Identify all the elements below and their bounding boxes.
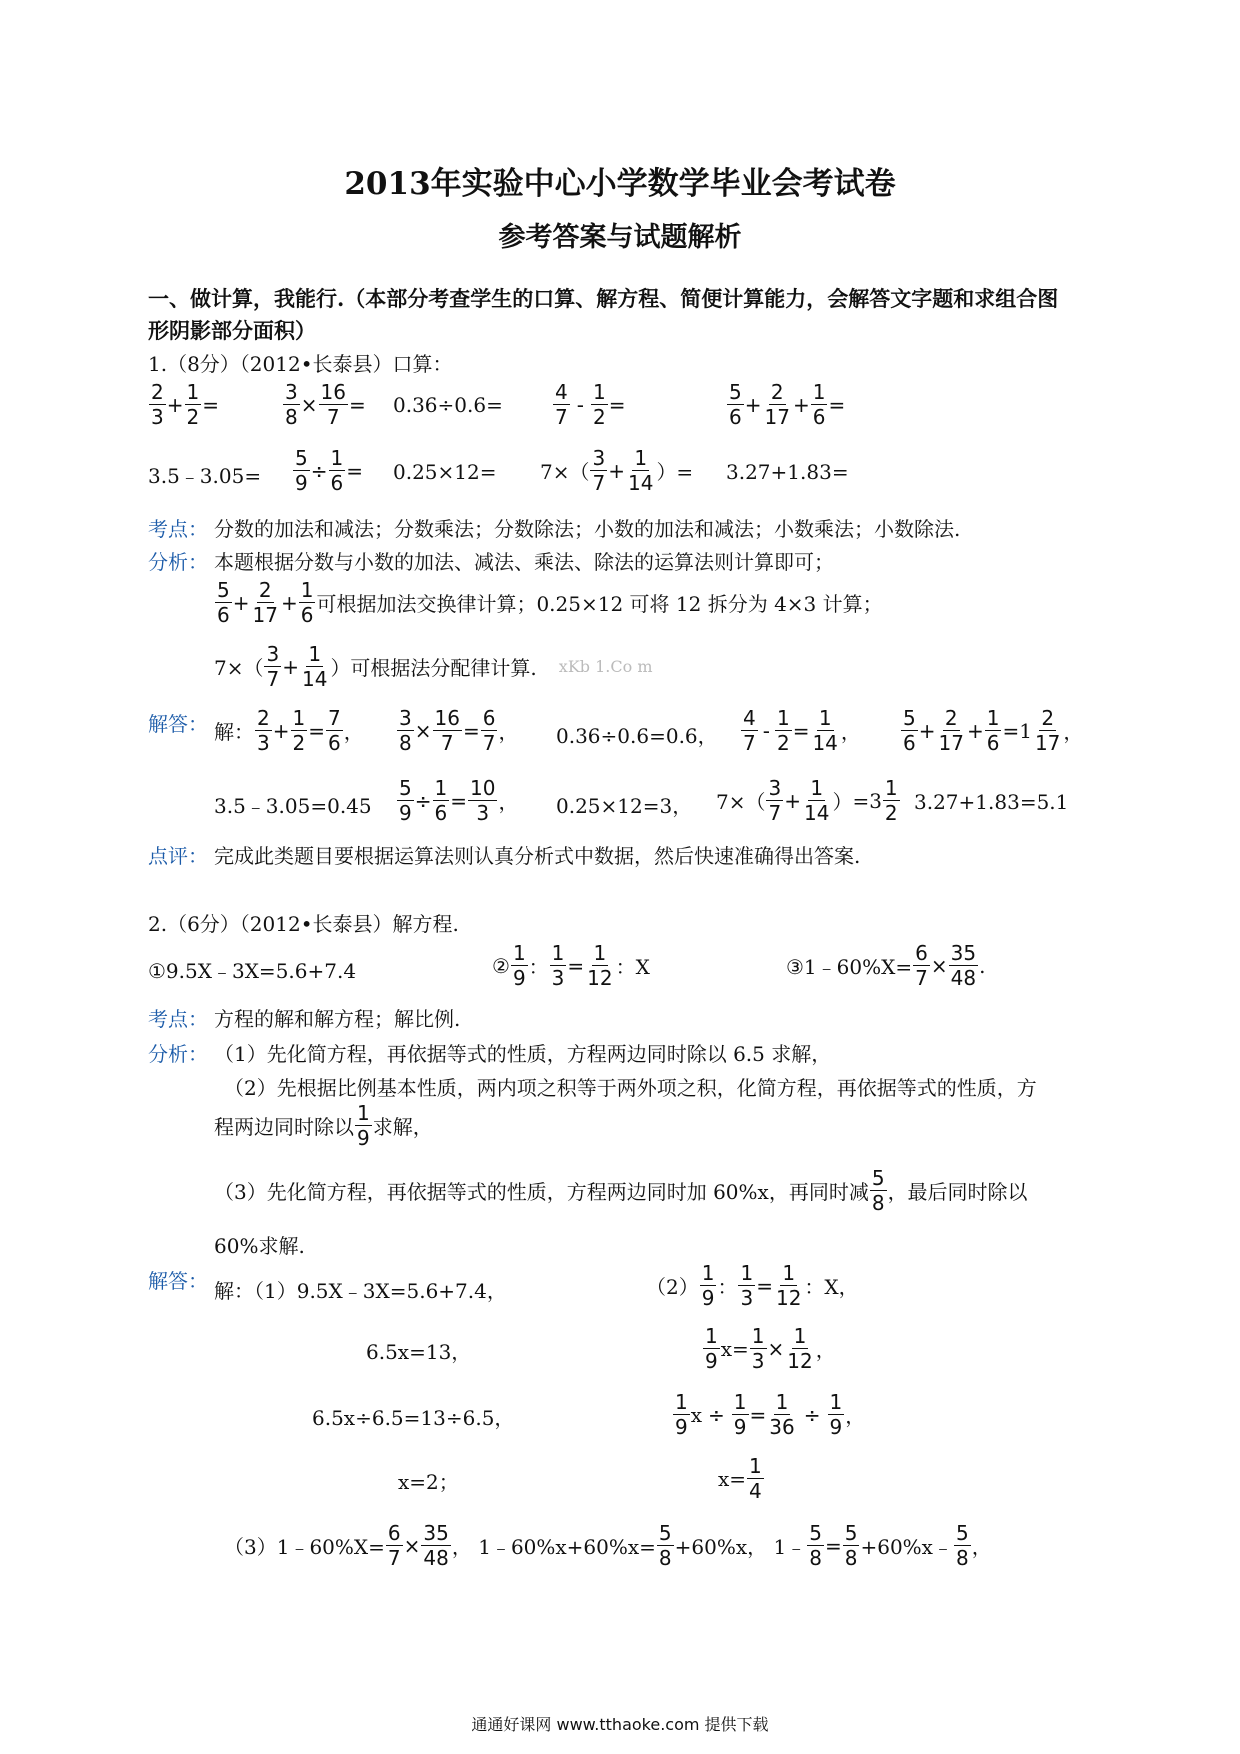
- fraction: $\frac{1}{2}$: [592, 380, 606, 429]
- fraction: $\frac{6}{7}$: [387, 1521, 401, 1570]
- fraction: $\frac{1}{36}$: [769, 1390, 795, 1439]
- q1-answer-7: $\frac{5}{9}$ ÷ $\frac{1}{6}$ = $\frac{10}{3}$ ，: [399, 776, 519, 825]
- q1-answer-8: 0.25×12=3，: [556, 794, 693, 818]
- q2-fenxi-line1: （1）先化简方程，再依据等式的性质，方程两边同时除以 6.5 求解，: [214, 1042, 832, 1066]
- q2-fenxi-line5: 60%求解.: [214, 1234, 305, 1258]
- fraction: $\frac{1}{14}$: [301, 642, 328, 691]
- fraction: $\frac{2}{3}$: [151, 380, 164, 429]
- q2-fenxi-line4: （3）先化简方程，再依据等式的性质，方程两边同时加 60%x，再同时减 $\frac{5}{8}$ ，最后同时除以: [214, 1166, 1028, 1215]
- fraction: $\frac{5}{8}$: [844, 1521, 858, 1570]
- q2-solution-2-line2: $\frac{1}{9}$ x= $\frac{1}{3}$ × $\frac{1}{12}$ ，: [705, 1324, 836, 1373]
- q1-dianping-text: 完成此类题目要根据运算法则认真分析式中数据，然后快速准确得出答案.: [214, 844, 861, 868]
- fraction: $\frac{1}{6}$: [986, 706, 1000, 755]
- fraction: $\frac{3}{7}$: [592, 446, 606, 495]
- q1-expr-7: $\frac{5}{9}$ ÷ $\frac{1}{6}$ =: [295, 446, 363, 495]
- q2-equation-2: ② $\frac{1}{9}$ ： $\frac{1}{3}$ = $\frac{1}{12}$ ：X: [492, 941, 650, 990]
- fraction: $\frac{3}{8}$: [399, 706, 412, 755]
- fraction: $\frac{3}{7}$: [266, 642, 280, 691]
- q1-fenxi-line3: 7×（ $\frac{3}{7}$ + $\frac{1}{14}$ ）可根据法分配律计算. xKb 1.Co m: [214, 642, 653, 691]
- fraction: $\frac{1}{6}$: [300, 578, 314, 627]
- fraction: $\frac{1}{2}$: [776, 706, 790, 755]
- q2-solution-3: （3）1﹣60%X= $\frac{6}{7}$ × $\frac{35}{48}$ ， 1﹣60%x+60%x= $\frac{5}{8}$ +60%x， 1﹣ $\frac{5}{8}$ = $\frac{5}{8}$ +60%x﹣ $\frac{5}{8}$ ，: [224, 1521, 992, 1570]
- q2-solution-2-line1: （2） $\frac{1}{9}$ ： $\frac{1}{3}$ = $\frac{1}{12}$ ：X，: [646, 1261, 859, 1310]
- fraction: $\frac{1}{2}$: [292, 706, 306, 755]
- fraction: $\frac{1}{12}$: [587, 941, 613, 990]
- fraction: $\frac{1}{14}$: [812, 706, 838, 755]
- q2-fenxi-line2: （2）先根据比例基本性质，两内项之积等于两外项之积，化简方程，再依据等式的性质，方: [224, 1076, 1037, 1100]
- q1-expr-10: 3.27+1.83=: [726, 460, 849, 484]
- q1-expr-5: $\frac{5}{6}$ + $\frac{2}{17}$ + $\frac{1}{6}$ =: [729, 380, 846, 429]
- page-subtitle: 参考答案与试题解析: [498, 222, 742, 253]
- q1-kaodian-label: 考点：: [148, 517, 208, 541]
- q2-solution-2-line4: x= $\frac{1}{4}$: [718, 1454, 762, 1503]
- fraction: $\frac{1}{3}$: [740, 1261, 754, 1310]
- fraction: $\frac{5}{9}$: [295, 446, 308, 495]
- fraction: $\frac{3}{7}$: [768, 776, 782, 825]
- q2-solution-2-line3: $\frac{1}{9}$ x ÷ $\frac{1}{9}$ = $\frac{1}{36}$ ÷ $\frac{1}{9}$ ，: [675, 1390, 866, 1439]
- q1-answer-10: 3.27+1.83=5.1: [914, 790, 1069, 814]
- q1-expr-3: 0.36÷0.6=: [393, 393, 503, 417]
- q2-jieda-label: 解答：: [148, 1269, 208, 1293]
- fraction: $\frac{4}{7}$: [743, 706, 756, 755]
- fraction: $\frac{1}{9}$: [701, 1261, 715, 1310]
- q1-answer-9: 7×（ $\frac{3}{7}$ + $\frac{1}{14}$ ） =3 $\frac{1}{2}$: [716, 776, 898, 825]
- q1-answer-1: 解： $\frac{2}{3}$ + $\frac{1}{2}$ = $\frac{7}{6}$ ，: [214, 706, 364, 755]
- q2-solution-1-line3: 6.5x÷6.5=13÷6.5，: [312, 1406, 515, 1430]
- fraction: $\frac{5}{6}$: [903, 706, 916, 755]
- fraction: $\frac{4}{7}$: [555, 380, 568, 429]
- fraction: $\frac{1}{14}$: [627, 446, 654, 495]
- fraction: $\frac{5}{8}$: [658, 1521, 672, 1570]
- q1-answer-2: $\frac{3}{8}$ × $\frac{16}{7}$ = $\frac{6}{7}$ ，: [399, 706, 519, 755]
- q1-fenxi-line1: 本题根据分数与小数的加法、减法、乘法、除法的运算法则计算即可；: [214, 550, 834, 574]
- q2-equation-1: ①9.5X﹣3X=5.6+7.4: [148, 959, 357, 983]
- fraction: $\frac{1}{12}$: [787, 1324, 813, 1373]
- section-heading-line2: 形阴影部分面积）: [148, 318, 316, 343]
- q1-expr-2: $\frac{3}{8}$ × $\frac{16}{7}$ =: [285, 380, 366, 429]
- fraction: $\frac{10}{3}$: [470, 776, 496, 825]
- q1-dianping-label: 点评：: [148, 844, 208, 868]
- q1-expr-9: 7×（ $\frac{3}{7}$ + $\frac{1}{14}$ ）=: [540, 446, 694, 495]
- fraction: $\frac{1}{2}$: [186, 380, 200, 429]
- fraction: $\frac{2}{17}$: [252, 578, 278, 627]
- fraction: $\frac{1}{3}$: [751, 1324, 765, 1373]
- fraction: $\frac{5}{8}$: [871, 1166, 885, 1215]
- watermark-text: xKb 1.Co m: [558, 657, 653, 676]
- fraction: $\frac{5}{8}$: [809, 1521, 822, 1570]
- q1-fenxi-line2: $\frac{5}{6}$ + $\frac{2}{17}$ + $\frac{1}{6}$ 可根据加法交换律计算；0.25×12 可将 12 拆分为 4×3 计算；: [217, 578, 883, 627]
- fraction: $\frac{1}{9}$: [705, 1324, 718, 1373]
- q2-fenxi-label: 分析：: [148, 1042, 208, 1066]
- fraction: $\frac{1}{14}$: [803, 776, 830, 825]
- fraction: $\frac{6}{7}$: [915, 941, 928, 990]
- fraction: $\frac{5}{9}$: [399, 776, 412, 825]
- q1-answer-6: 3.5﹣3.05=0.45: [214, 794, 372, 818]
- q1-expr-1: $\frac{2}{3}$ + $\frac{1}{2}$ =: [151, 380, 219, 429]
- fraction: $\frac{35}{48}$: [423, 1521, 449, 1570]
- fraction: $\frac{1}{6}$: [330, 446, 344, 495]
- fraction: $\frac{1}{12}$: [775, 1261, 802, 1310]
- fraction: $\frac{2}{3}$: [257, 706, 270, 755]
- q1-kaodian-text: 分数的加法和减法；分数乘法；分数除法；小数的加法和减法；小数乘法；小数除法.: [214, 517, 961, 541]
- fraction: $\frac{5}{6}$: [729, 380, 742, 429]
- q1-jieda-label: 解答：: [148, 712, 208, 736]
- fraction: $\frac{1}{6}$: [434, 776, 448, 825]
- fraction: $\frac{7}{6}$: [328, 706, 341, 755]
- q1-answer-3: 0.36÷0.6=0.6，: [556, 724, 718, 748]
- fraction: $\frac{1}{9}$: [512, 941, 526, 990]
- fraction: $\frac{2}{17}$: [938, 706, 964, 755]
- fraction: $\frac{5}{6}$: [217, 578, 230, 627]
- q2-equation-3: ③1﹣60%X= $\frac{6}{7}$ × $\frac{35}{48}$ .: [786, 941, 986, 990]
- q2-solution-1-line1: 解：（1）9.5X﹣3X=5.6+7.4，: [214, 1279, 507, 1303]
- question-2-header: 2.（6分）（2012•长泰县）解方程.: [148, 912, 459, 936]
- q2-kaodian-label: 考点：: [148, 1007, 208, 1031]
- q2-fenxi-line3: 程两边同时除以 $\frac{1}{9}$ 求解，: [214, 1101, 433, 1150]
- fraction: $\frac{2}{17}$: [764, 380, 790, 429]
- fraction: $\frac{16}{7}$: [320, 380, 346, 429]
- fraction: $\frac{35}{48}$: [950, 941, 977, 990]
- fraction: $\frac{5}{8}$: [955, 1521, 969, 1570]
- fraction: $\frac{16}{7}$: [434, 706, 460, 755]
- fraction: $\frac{1}{2}$: [884, 776, 898, 825]
- fraction: $\frac{1}{3}$: [551, 941, 565, 990]
- fraction: $\frac{6}{7}$: [482, 706, 496, 755]
- q1-expr-8: 0.25×12=: [393, 460, 497, 484]
- q1-answer-4: $\frac{4}{7}$ - $\frac{1}{2}$ = $\frac{1}{14}$ ，: [743, 706, 861, 755]
- q1-answer-5: $\frac{5}{6}$ + $\frac{2}{17}$ + $\frac{1}{6}$ = 1 $\frac{2}{17}$ ，: [903, 706, 1084, 755]
- q2-kaodian-text: 方程的解和解方程；解比例.: [214, 1007, 461, 1031]
- q2-solution-1-line4: x=2；: [398, 1470, 459, 1494]
- section-heading-line1: 一、做计算，我能行.（本部分考查学生的口算、解方程、简便计算能力，会解答文字题和求组合图: [148, 286, 1059, 311]
- question-1-header: 1.（8分）（2012•长泰县）口算：: [148, 352, 453, 376]
- fraction: $\frac{1}{9}$: [357, 1101, 370, 1150]
- fraction: $\frac{1}{4}$: [749, 1454, 762, 1503]
- fraction: $\frac{1}{9}$: [675, 1390, 688, 1439]
- q2-solution-1-line2: 6.5x=13，: [366, 1340, 472, 1364]
- fraction: $\frac{2}{17}$: [1034, 706, 1061, 755]
- q1-expr-6: 3.5﹣3.05=: [148, 464, 262, 488]
- fraction: $\frac{1}{6}$: [812, 380, 826, 429]
- page-footer: 通通好课网 www.tthaoke.com 提供下载: [471, 1715, 769, 1734]
- q1-expr-4: $\frac{4}{7}$ - $\frac{1}{2}$ =: [555, 380, 626, 429]
- fraction: $\frac{1}{9}$: [829, 1390, 843, 1439]
- fraction: $\frac{1}{9}$: [733, 1390, 747, 1439]
- fraction: $\frac{3}{8}$: [285, 380, 298, 429]
- page-title: 2013年实验中心小学数学毕业会考试卷: [344, 166, 896, 202]
- q1-fenxi-label: 分析：: [148, 550, 208, 574]
